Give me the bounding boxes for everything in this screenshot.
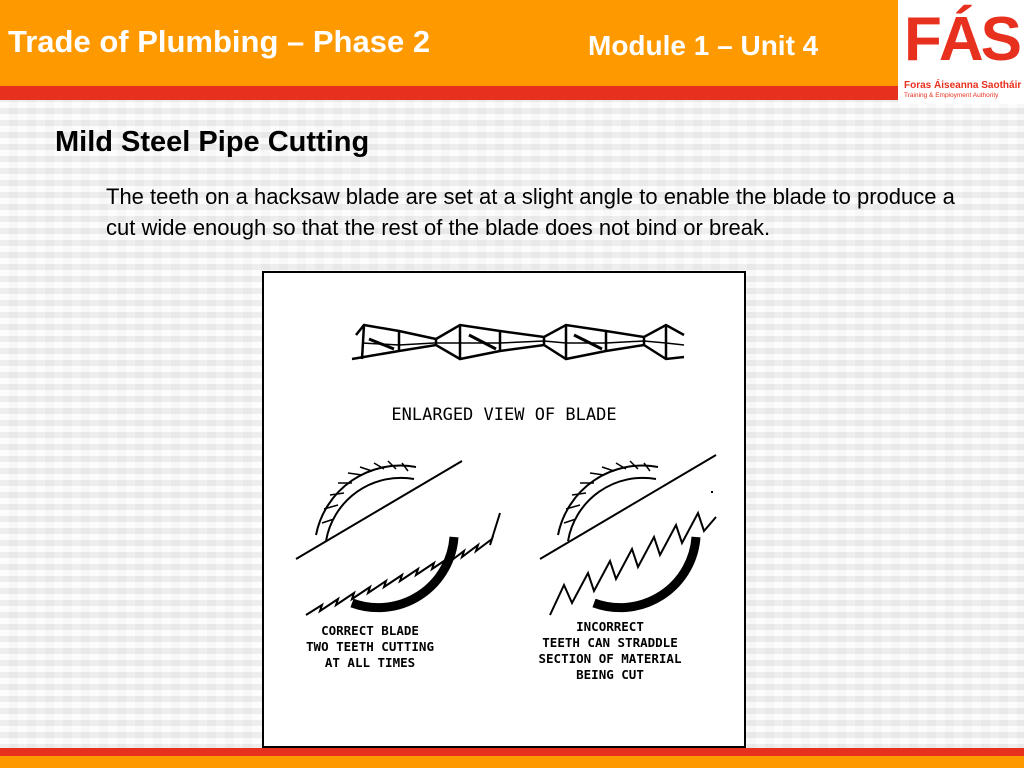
slide-heading: Mild Steel Pipe Cutting: [55, 126, 370, 158]
correct-caption-line-1: CORRECT BLADE: [321, 623, 419, 638]
footer-red-stripe: [0, 748, 1024, 756]
logo-mark: FÁS: [904, 5, 1019, 74]
header-accent-stripe: [0, 86, 898, 100]
incorrect-caption-line-2: TEETH CAN STRADDLE: [542, 635, 678, 650]
enlarged-view-caption: ENLARGED VIEW OF BLADE: [391, 405, 617, 425]
correct-blade-drawing: [296, 461, 500, 615]
logo-tagline: Training & Employment Authority: [904, 92, 999, 99]
logo-organisation-name: Foras Áiseanna Saotháir: [904, 80, 1022, 91]
incorrect-blade-drawing: [540, 455, 716, 615]
correct-caption-line-3: AT ALL TIMES: [324, 655, 416, 670]
footer-orange-stripe: [0, 756, 1024, 768]
correct-caption-line-2: TWO TEETH CUTTING: [306, 639, 434, 654]
blade-diagram: [264, 273, 744, 746]
incorrect-caption-line-3: SECTION OF MATERIAL: [538, 651, 682, 666]
module-label: Module 1 – Unit 4: [588, 30, 819, 61]
enlarged-blade-drawing: [352, 325, 684, 359]
presentation-title: Trade of Plumbing – Phase 2: [8, 24, 431, 59]
hacksaw-blade-figure: [262, 271, 746, 748]
slide-body-text: The teeth on a hacksaw blade are set at a slight angle to enable the blade to produce a cut wide enough so that the rest of the blade does not bind or break.: [106, 184, 955, 240]
incorrect-caption-line-1: INCORRECT: [576, 619, 644, 634]
fas-logo: [898, 0, 1024, 104]
incorrect-caption-line-4: BEING CUT: [576, 667, 644, 682]
